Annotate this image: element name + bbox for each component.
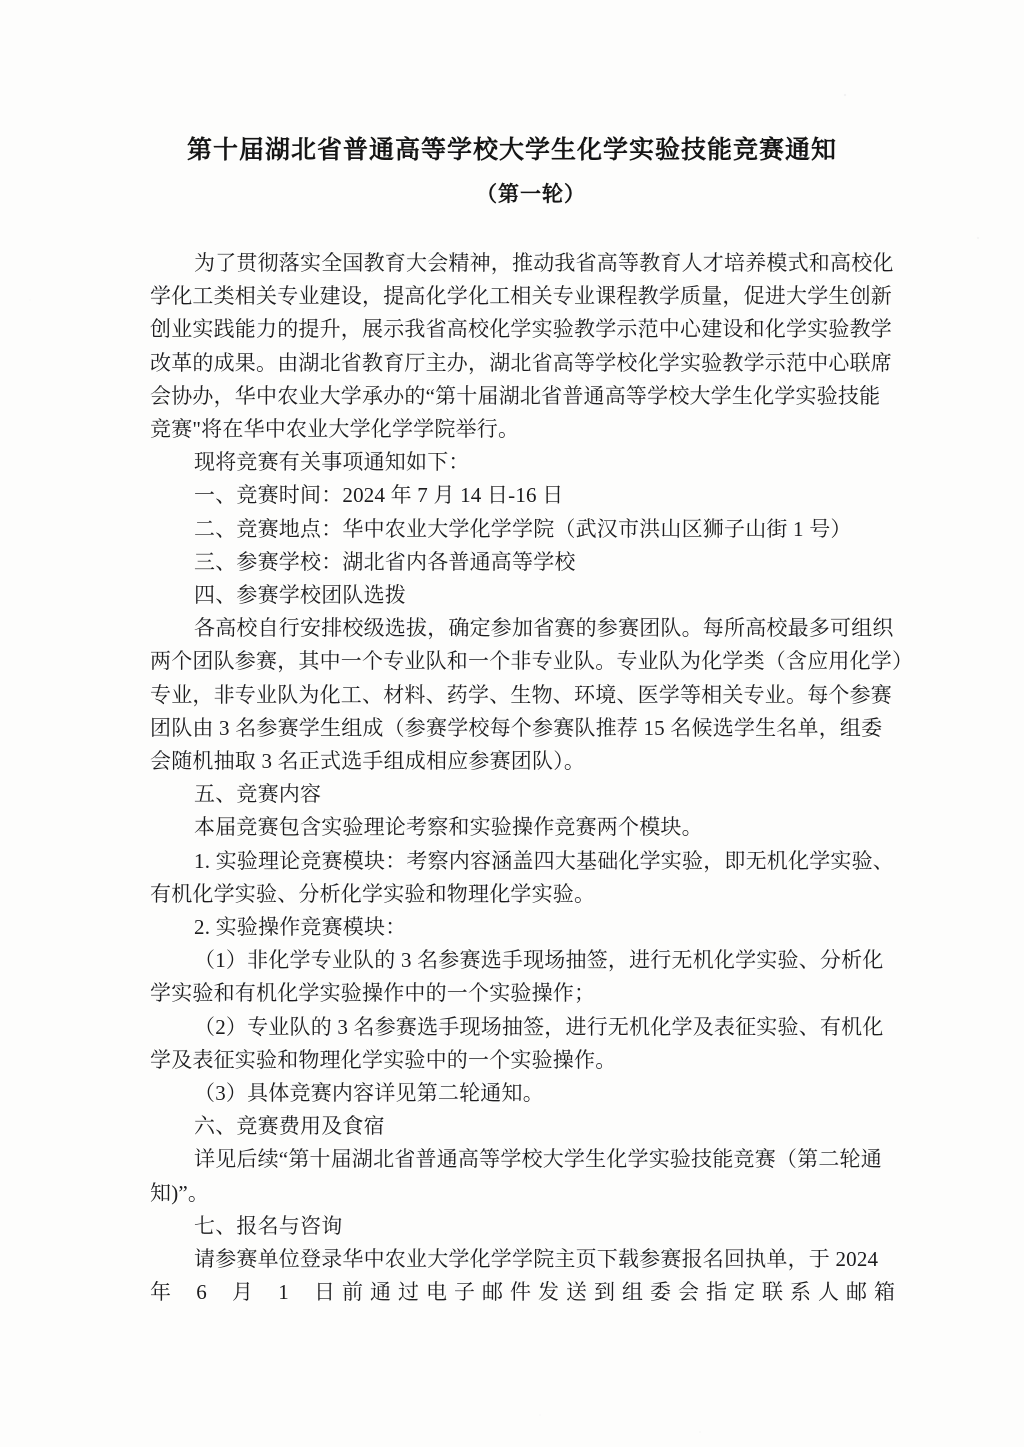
text-line: 知)”。 — [150, 1180, 210, 1205]
text-line: 专业，非专业队为化工、材料、药学、生物、环境、医学等相关专业。每个参赛 — [150, 682, 892, 707]
text-line: 为了贯彻落实全国教育大会精神，推动我省高等教育人才培养模式和高校化 — [194, 251, 894, 275]
text-line: 各高校自行安排校级选拔，确定参加省赛的参赛团队。每所高校最多可组织 — [194, 616, 894, 641]
text-line: 竞赛"将在华中农业大学化学学院举行。 — [150, 417, 520, 442]
text-line: 学实验和有机化学实验操作中的一个实验操作； — [150, 981, 596, 1006]
text-line: 会随机抽取 3 名正式选手组成相应参赛团队）。 — [150, 749, 586, 774]
text-line: 两个团队参赛，其中一个专业队和一个非专业队。专业队为化学类（含应用化学） — [150, 649, 914, 674]
text-line: 二、竞赛地点：华中农业大学化学学院（武汉市洪山区狮子山街 1 号） — [194, 516, 852, 541]
text-line: 五、竞赛内容 — [194, 782, 322, 807]
text-line: 一、竞赛时间：2024 年 7 月 14 日-16 日 — [194, 483, 564, 508]
text-line: （3）具体竞赛内容详见第二轮通知。 — [194, 1081, 544, 1106]
text-line: 年 6 月 1 日前通过电子邮件发送到组委会指定联系人邮箱 — [150, 1280, 902, 1305]
text-line: 2. 实验操作竞赛模块： — [194, 915, 407, 940]
text-line: 四、参赛学校团队选拨 — [194, 583, 406, 608]
text-line: 会协办，华中农业大学承办的“第十届湖北省普通高等学校大学生化学实验技能 — [150, 383, 881, 408]
text-line: 改革的成果。由湖北省教育厅主办，湖北省高等学校化学实验教学示范中心联席 — [150, 350, 892, 375]
text-line: 学及表征实验和物理化学实验中的一个实验操作。 — [150, 1047, 617, 1072]
document-subtitle: （第一轮） — [476, 183, 586, 206]
text-line: 学化工类相关专业建设，提高化学化工相关专业课程教学质量，促进大学生创新 — [150, 284, 892, 309]
text-line: 详见后续“第十届湖北省普通高等学校大学生化学实验技能竞赛（第二轮通 — [194, 1147, 882, 1172]
text-line: 有机化学实验、分析化学实验和物理化学实验。 — [150, 881, 596, 906]
text-line: 六、竞赛费用及食宿 — [194, 1114, 385, 1139]
text-line: 七、报名与咨询 — [194, 1213, 343, 1238]
text-line: 本届竞赛包含实验理论考察和实验操作竞赛两个模块。 — [194, 815, 703, 840]
text-line: 现将竞赛有关事项通知如下： — [194, 450, 470, 475]
text-line: 创业实践能力的提升，展示我省高校化学实验教学示范中心建设和化学实验教学 — [150, 317, 892, 342]
text-line: 三、参赛学校：湖北省内各普通高等学校 — [194, 549, 576, 574]
text-line: 团队由 3 名参赛学生组成（参赛学校每个参赛队推荐 15 名候选学生名单，组委 — [150, 715, 883, 740]
document-title: 第十届湖北省普通高等学校大学生化学实验技能竞赛通知 — [186, 136, 837, 164]
text-line: （2）专业队的 3 名参赛选手现场抽签，进行无机化学及表征实验、有机化 — [194, 1014, 884, 1039]
text-line: 1. 实验理论竞赛模块：考察内容涵盖四大基础化学实验，即无机化学实验、 — [194, 848, 894, 873]
text-line: （1）非化学专业队的 3 名参赛选手现场抽签，进行无机化学实验、分析化 — [194, 948, 884, 973]
document-body — [150, 247, 914, 1310]
text-line: 请参赛单位登录华中农业大学化学学院主页下载参赛报名回执单，于 2024 — [194, 1247, 879, 1272]
